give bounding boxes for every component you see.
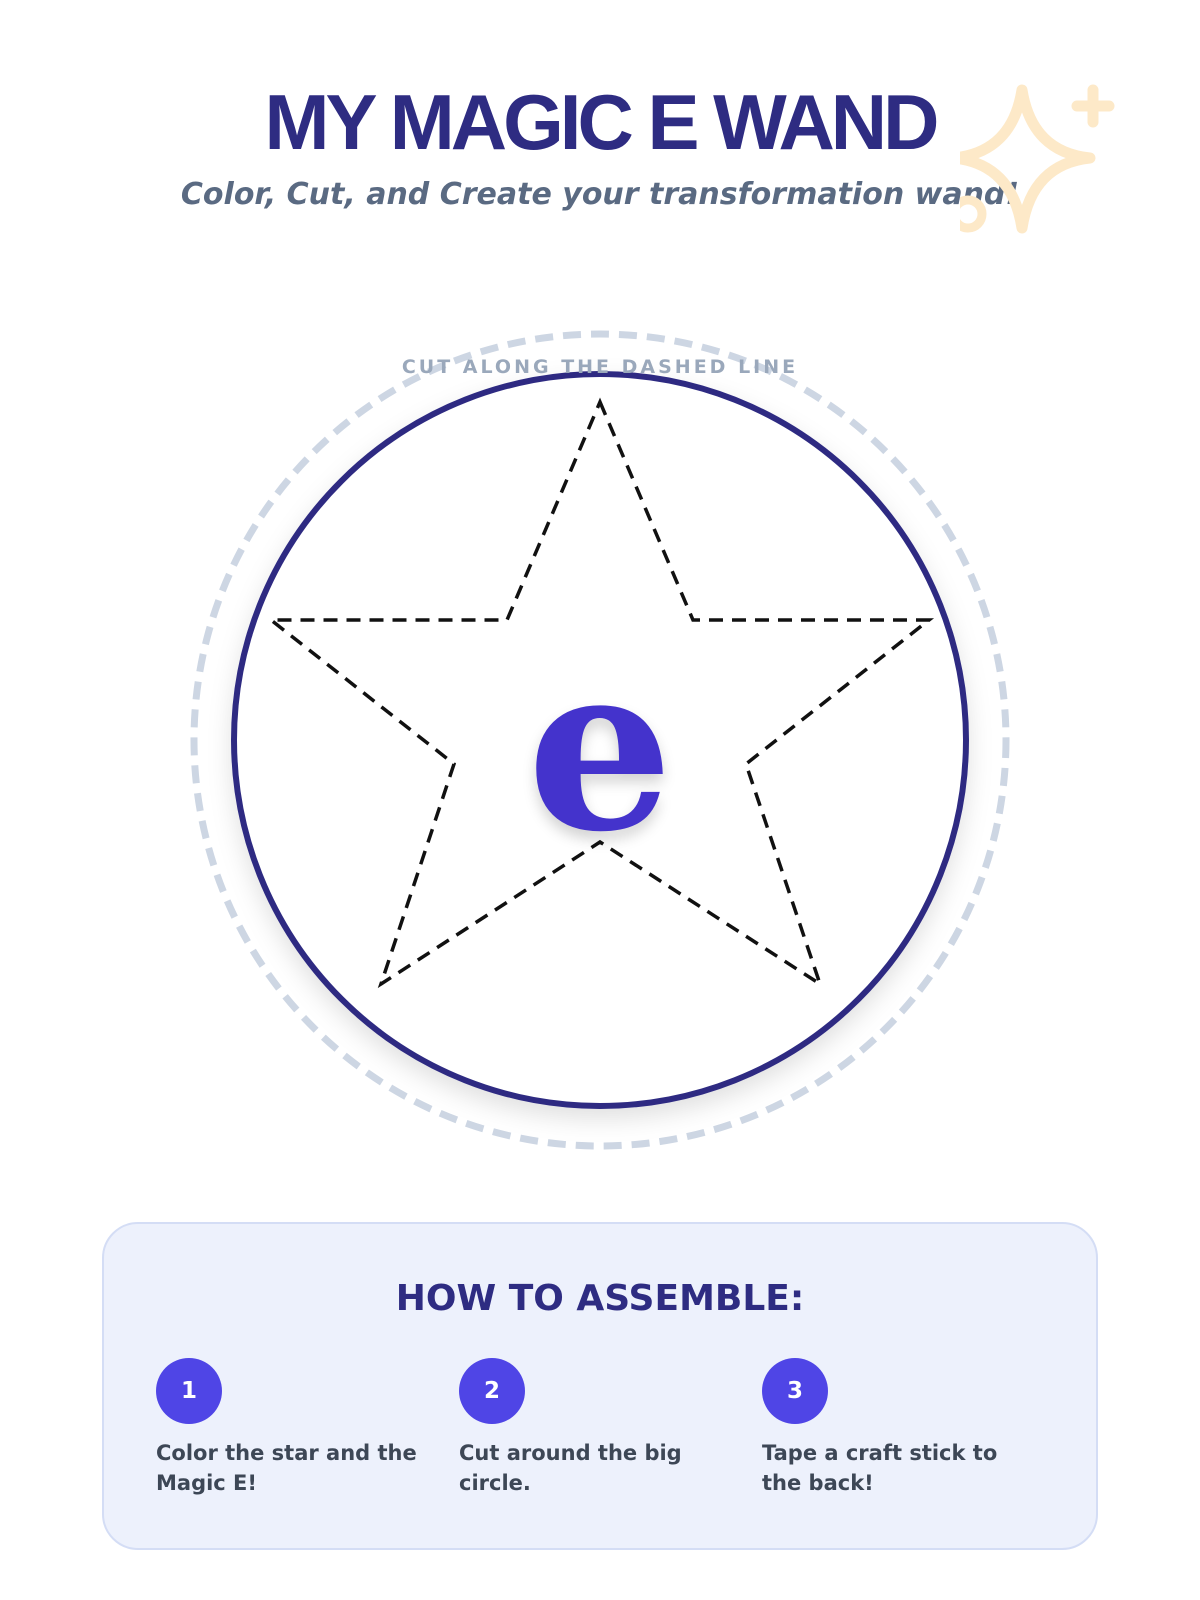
magic-e-letter: e: [526, 613, 674, 883]
step-text: Color the star and the Magic E!: [156, 1441, 417, 1495]
step-number-badge: 3: [762, 1358, 828, 1424]
assembly-instructions: [102, 1222, 1098, 1550]
step-text: Tape a craft stick to the back!: [762, 1441, 998, 1495]
step-3: [762, 1358, 1032, 1498]
step-number-badge: 1: [156, 1358, 222, 1424]
step-text: Cut around the big circle.: [459, 1441, 682, 1495]
assembly-title: HOW TO ASSEMBLE:: [395, 1278, 805, 1319]
page-subtitle: Color, Cut, and Create your transformation wand!: [180, 177, 1020, 212]
cut-instruction: CUT ALONG THE DASHED LINE: [401, 356, 799, 378]
page-title: MY MAGIC E WAND: [264, 78, 936, 166]
sparkle-icon: [960, 80, 1120, 240]
step-1: [156, 1358, 426, 1498]
step-number-badge: 2: [459, 1358, 525, 1424]
step-2: [459, 1358, 729, 1498]
wand-cutout: [180, 320, 1020, 1160]
